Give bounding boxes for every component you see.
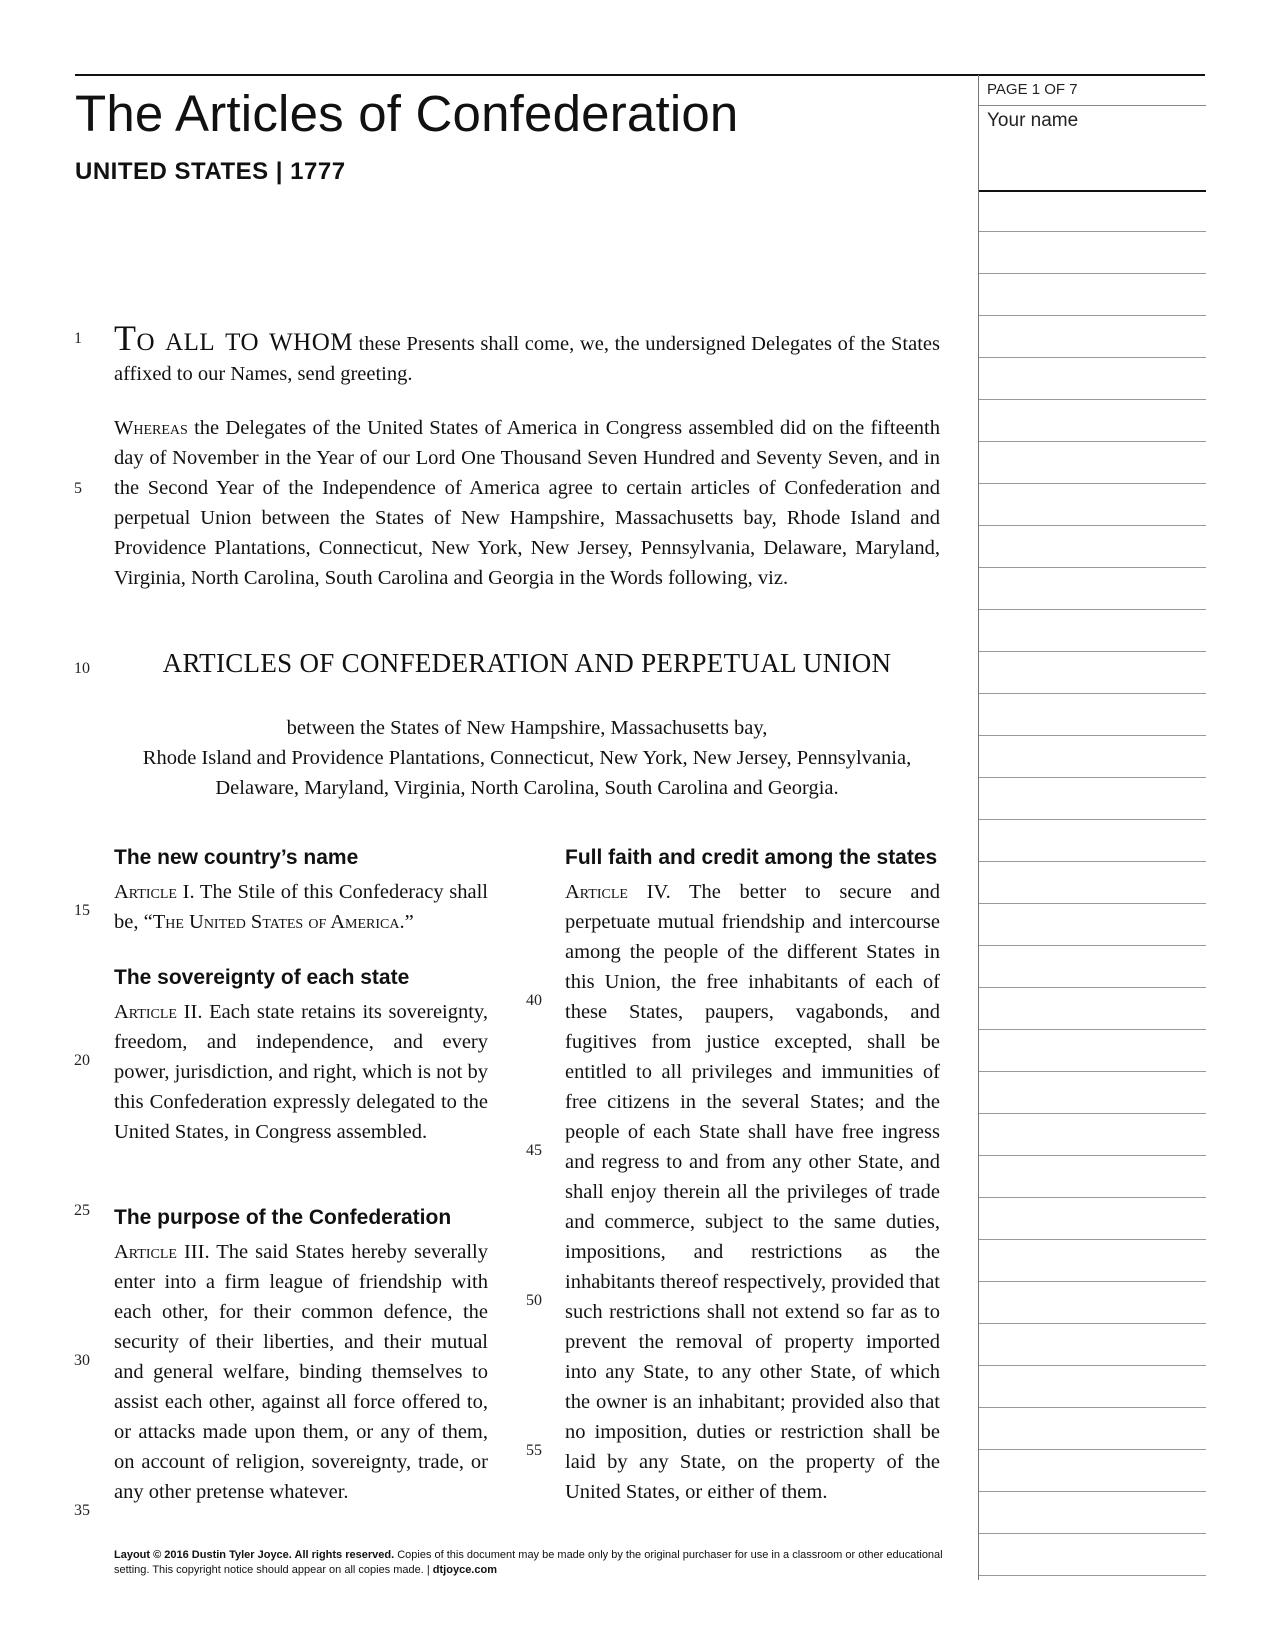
between-line: Delaware, Maryland, Virginia, North Carolina, South Carolina and Georgia. [215, 777, 839, 799]
line-number: 35 [74, 1502, 90, 1519]
article-2-text [114, 997, 488, 1147]
whereas-lead: Whereas [114, 417, 188, 439]
note-line [979, 987, 1206, 988]
line-number: 45 [526, 1142, 542, 1159]
note-line [979, 357, 1206, 358]
article-2-heading: The sovereignty of each state [114, 966, 410, 989]
note-line [979, 1113, 1206, 1114]
note-line [979, 1449, 1206, 1450]
note-line [979, 735, 1206, 736]
name-label: Your name [987, 110, 1079, 131]
line-number: 40 [526, 992, 542, 1009]
note-line [979, 525, 1206, 526]
notes-column [978, 75, 1206, 1580]
note-line [979, 1323, 1206, 1324]
note-line [979, 273, 1206, 274]
line-number: 50 [526, 1292, 542, 1309]
page-indicator: PAGE 1 OF 7 [987, 81, 1078, 98]
line-number: 15 [74, 902, 90, 919]
whereas-paragraph [114, 413, 940, 593]
name-rule [979, 190, 1206, 192]
note-line [979, 315, 1206, 316]
note-line [979, 1281, 1206, 1282]
note-line [979, 231, 1206, 232]
article-1-end: .” [399, 911, 414, 933]
article-4-label: Article IV. [565, 881, 671, 903]
between-states [114, 713, 940, 803]
note-line [979, 903, 1206, 904]
note-line [979, 945, 1206, 946]
country-name: The United States of America [152, 911, 400, 933]
note-line [979, 651, 1206, 652]
note-line [979, 693, 1206, 694]
between-line: between the States of New Hampshire, Massachusetts bay, [286, 717, 768, 739]
note-line [979, 1197, 1206, 1198]
copyright-footer [114, 1548, 954, 1578]
salutation-text: these Presents shall come, we, the undersigned Delegates of the States affixed to our Names, send greeting. [114, 333, 940, 385]
website-link[interactable]: dtjoyce.com [432, 1564, 497, 1576]
note-line [979, 1029, 1206, 1030]
note-line [979, 1071, 1206, 1072]
article-4-heading: Full faith and credit among the states [565, 846, 938, 869]
whereas-text: the Delegates of the United States of America in Congress assembled did on the fifteenth day of November in the Year of our Lord One Thousand Seven Hundred and Seventy Seven, and in the Second Year of the Independence of America agree to certain articles of Confederation and perpetual Union between the States of New Hampshire, Massachusetts bay, Rhode Island and Providence Plantations, Connecticut, New York, New Jersey, Pennsylvania, Delaware, Maryland, Virginia, North Carolina, South Carolina and Georgia in the Words following, viz. [114, 417, 940, 589]
line-number: 10 [74, 660, 90, 677]
note-line [979, 1575, 1206, 1576]
note-line [979, 609, 1206, 610]
line-number: 1 [74, 330, 82, 347]
article-4-body: The better to secure and perpetuate mutual friendship and intercourse among the people of the different States in this Union, the free inhabitants of each of these States, paupers, vagabonds, and fugitives from justice excepted, shall be entitled to all privileges and immunities of free citizens in the several States; and the people of each State shall have free ingress and regress to and from any other State, and shall enjoy therein all the privileges of trade and commerce, subject to the same duties, impositions, and restrictions as the inhabitants thereof respectively, provided that such restrictions shall not extend so far as to prevent the removal of property imported into any State, to any other State, of which the owner is an inhabitant; provided also that no imposition, duties or restriction shall be laid by any State, on the property of the United States, or either of them. [565, 881, 940, 1503]
note-line [979, 399, 1206, 400]
note-line [979, 1533, 1206, 1534]
article-4-text [565, 877, 940, 1507]
article-2-label: Article II. [114, 1001, 203, 1023]
section-heading: ARTICLES OF CONFEDERATION AND PERPETUAL UNION [162, 648, 892, 678]
line-number: 20 [74, 1052, 90, 1069]
line-number: 30 [74, 1352, 90, 1369]
note-line [979, 1491, 1206, 1492]
note-line [979, 1239, 1206, 1240]
article-3-body: The said States hereby severally enter into a firm league of friendship with each other, for their common defence, the security of their liberties, and their mutual and general welfare, binding themselves to assist each other, against all force offered to, or attacks made upon them, or any of them, on account of religion, sovereignty, trade, or any other pretense whatever. [114, 1241, 488, 1503]
copyright-text: Copies of this document may be made only by the original purchaser for use in a classroom or other educational setting. This copyright notice should appear on all copies made. | [114, 1549, 943, 1576]
article-3-heading: The purpose of the Confederation [114, 1206, 452, 1229]
note-line [979, 483, 1206, 484]
article-1-label: Article I. [114, 881, 195, 903]
article-3-text [114, 1237, 488, 1507]
line-number: 25 [74, 1202, 90, 1219]
note-line [979, 567, 1206, 568]
salutation-paragraph [114, 318, 940, 389]
document-title: The Articles of Confederation [75, 85, 739, 142]
note-line [979, 1155, 1206, 1156]
note-line [979, 441, 1206, 442]
note-line [979, 777, 1206, 778]
article-2-body: Each state retains its sovereignty, freedom, and independence, and every power, jurisdiction, and right, which is not by this Confederation expressly delegated to the United States, in Congress assembled. [114, 1001, 488, 1143]
note-line [979, 1407, 1206, 1408]
line-number: 55 [526, 1442, 542, 1459]
note-line [979, 861, 1206, 862]
article-3-label: Article III. [114, 1241, 210, 1263]
article-1-text [114, 877, 488, 937]
note-line [979, 1365, 1206, 1366]
copyright-bold: Layout © 2016 Dustin Tyler Joyce. All rights reserved. [114, 1549, 395, 1561]
line-number: 5 [74, 480, 82, 497]
note-line [979, 819, 1206, 820]
between-line: Rhode Island and Providence Plantations, Connecticut, New York, New Jersey, Pennsylvania, [142, 747, 912, 769]
article-1-heading: The new country’s name [114, 846, 359, 869]
document-subtitle: UNITED STATES | 1777 [75, 158, 346, 185]
page-rule [979, 105, 1206, 106]
salutation-lead: To all to whom [114, 318, 354, 358]
article-1-body: The Stile of this Confederacy shall be, “ [114, 881, 488, 933]
